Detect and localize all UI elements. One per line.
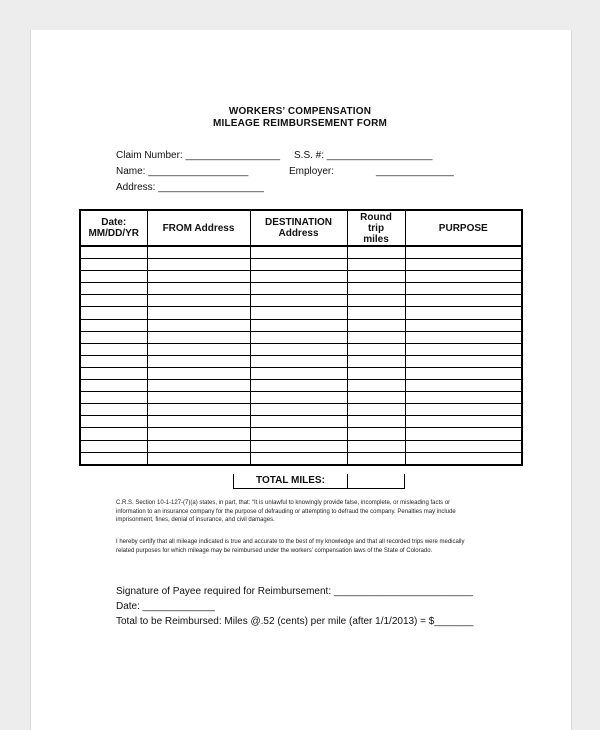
table-cell[interactable] — [250, 319, 347, 331]
header-destination-address: DESTINATION Address — [250, 210, 347, 246]
table-row — [80, 355, 522, 367]
claim-number-field[interactable]: Claim Number: _________________ — [116, 150, 281, 161]
table-cell[interactable] — [347, 404, 405, 416]
table-row — [80, 331, 522, 343]
table-cell[interactable] — [250, 343, 347, 355]
total-reimbursed-line[interactable]: Total to be Reimbursed: Miles @.52 (cents) per mile (after 1/1/2013) = $_______ — [116, 616, 474, 627]
table-cell[interactable] — [147, 428, 250, 440]
table-header-row — [80, 210, 522, 246]
table-cell[interactable] — [347, 367, 405, 379]
table-cell[interactable] — [250, 452, 347, 465]
table-cell[interactable] — [405, 380, 522, 392]
table-cell[interactable] — [250, 440, 347, 452]
table-cell[interactable] — [147, 307, 250, 319]
table-cell[interactable] — [405, 271, 522, 283]
certification-text: I hereby certify that all mileage indicated is true and accurate to the best of my knowledge and that all recorded trips were medically related purposes for which mileage may be reimbursed under the workers’ compensation laws of the State of Colorado. — [116, 539, 465, 554]
form-title-line1: WORKERS’ COMPENSATION — [228, 106, 372, 117]
table-cell[interactable] — [250, 380, 347, 392]
table-cell[interactable] — [250, 428, 347, 440]
table-cell[interactable] — [80, 392, 147, 404]
table-cell[interactable] — [405, 428, 522, 440]
signature-line[interactable]: Signature of Payee required for Reimbursement: _________________________ — [116, 586, 473, 597]
table-cell[interactable] — [80, 295, 147, 307]
table-cell[interactable] — [80, 367, 147, 379]
table-row — [80, 283, 522, 295]
table-row — [80, 319, 522, 331]
table-cell[interactable] — [405, 404, 522, 416]
table-row — [80, 307, 522, 319]
table-cell[interactable] — [405, 295, 522, 307]
table-cell[interactable] — [405, 452, 522, 465]
table-row — [80, 295, 522, 307]
table-cell[interactable] — [347, 331, 405, 343]
table-cell[interactable] — [147, 392, 250, 404]
table-cell[interactable] — [405, 307, 522, 319]
table-cell[interactable] — [147, 416, 250, 428]
table-cell[interactable] — [347, 246, 405, 259]
table-row — [80, 428, 522, 440]
table-cell[interactable] — [347, 392, 405, 404]
table-cell[interactable] — [347, 416, 405, 428]
table-cell[interactable] — [405, 355, 522, 367]
table-cell[interactable] — [147, 283, 250, 295]
table-cell[interactable] — [347, 355, 405, 367]
table-cell[interactable] — [405, 343, 522, 355]
table-cell[interactable] — [347, 271, 405, 283]
table-cell[interactable] — [405, 283, 522, 295]
table-cell[interactable] — [80, 404, 147, 416]
total-miles-label: TOTAL MILES: — [233, 474, 348, 489]
employer-field[interactable]: ______________ — [376, 166, 454, 177]
table-cell[interactable] — [147, 355, 250, 367]
table-row — [80, 367, 522, 379]
table-cell[interactable] — [347, 440, 405, 452]
table-cell[interactable] — [80, 380, 147, 392]
table-cell[interactable] — [250, 283, 347, 295]
table-row — [80, 246, 522, 259]
table-row — [80, 392, 522, 404]
table-cell[interactable] — [347, 343, 405, 355]
legal-statute-text: C.R.S. Section 10-1-127-(7)(a) states, in part, that: “It is unlawful to knowingly provide false, incomplete, or misleading facts or information to an insurance company for the purpose of defrauding or attempting to defraud the company. Penalties may include imprisonment, fines, denial of insurance, and civil damages. — [116, 500, 456, 523]
table-row — [80, 404, 522, 416]
table-cell[interactable] — [250, 271, 347, 283]
table-cell[interactable] — [80, 307, 147, 319]
table-cell[interactable] — [80, 319, 147, 331]
table-cell[interactable] — [80, 283, 147, 295]
table-cell[interactable] — [250, 246, 347, 259]
table-cell[interactable] — [147, 452, 250, 465]
table-cell[interactable] — [405, 246, 522, 259]
header-round-trip-miles: Round trip miles — [347, 210, 405, 246]
table-row — [80, 271, 522, 283]
table-cell[interactable] — [405, 392, 522, 404]
header-purpose: PURPOSE — [405, 210, 522, 246]
table-cell[interactable] — [147, 271, 250, 283]
table-cell[interactable] — [147, 367, 250, 379]
name-field[interactable]: Name: __________________ — [116, 166, 249, 177]
table-cell[interactable] — [250, 404, 347, 416]
table-cell[interactable] — [405, 440, 522, 452]
table-cell[interactable] — [250, 355, 347, 367]
table-cell[interactable] — [405, 319, 522, 331]
table-row — [80, 380, 522, 392]
table-cell[interactable] — [347, 452, 405, 465]
table-cell[interactable] — [405, 259, 522, 271]
table-cell[interactable] — [347, 295, 405, 307]
table-cell[interactable] — [147, 319, 250, 331]
table-row — [80, 440, 522, 452]
ss-number-field[interactable]: S.S. #: ___________________ — [294, 150, 433, 161]
table-cell[interactable] — [405, 367, 522, 379]
table-cell[interactable] — [147, 440, 250, 452]
table-cell[interactable] — [147, 259, 250, 271]
table-cell[interactable] — [147, 295, 250, 307]
table-cell[interactable] — [147, 246, 250, 259]
table-row — [80, 259, 522, 271]
employer-label: Employer: — [289, 166, 335, 177]
address-field[interactable]: Address: ___________________ — [116, 182, 264, 193]
table-row — [80, 452, 522, 465]
table-cell[interactable] — [250, 331, 347, 343]
table-cell[interactable] — [347, 307, 405, 319]
table-cell[interactable] — [250, 307, 347, 319]
table-cell[interactable] — [147, 404, 250, 416]
table-cell[interactable] — [347, 380, 405, 392]
table-cell[interactable] — [347, 319, 405, 331]
table-cell[interactable] — [80, 331, 147, 343]
table-row — [80, 416, 522, 428]
table-cell[interactable] — [80, 259, 147, 271]
table-cell[interactable] — [347, 283, 405, 295]
table-cell[interactable] — [80, 440, 147, 452]
table-cell[interactable] — [405, 331, 522, 343]
table-cell[interactable] — [80, 355, 147, 367]
table-cell[interactable] — [347, 428, 405, 440]
table-cell[interactable] — [250, 416, 347, 428]
date-line[interactable]: Date: _____________ — [116, 601, 215, 612]
table-cell[interactable] — [147, 380, 250, 392]
table-cell[interactable] — [147, 343, 250, 355]
table-cell[interactable] — [250, 392, 347, 404]
table-cell[interactable] — [80, 343, 147, 355]
table-row — [80, 343, 522, 355]
table-cell[interactable] — [80, 416, 147, 428]
table-cell[interactable] — [250, 259, 347, 271]
table-cell[interactable] — [147, 331, 250, 343]
table-cell[interactable] — [80, 271, 147, 283]
total-miles-input[interactable] — [346, 474, 405, 489]
header-date: Date: MM/DD/YR — [80, 210, 147, 246]
table-cell[interactable] — [80, 246, 147, 259]
table-cell[interactable] — [80, 452, 147, 465]
form-title-line2: MILEAGE REIMBURSEMENT FORM — [212, 118, 388, 129]
table-cell[interactable] — [250, 367, 347, 379]
table-cell[interactable] — [347, 259, 405, 271]
table-cell[interactable] — [405, 416, 522, 428]
mileage-log-table — [79, 209, 523, 466]
header-from-address: FROM Address — [147, 210, 250, 246]
table-cell[interactable] — [250, 295, 347, 307]
table-cell[interactable] — [80, 428, 147, 440]
